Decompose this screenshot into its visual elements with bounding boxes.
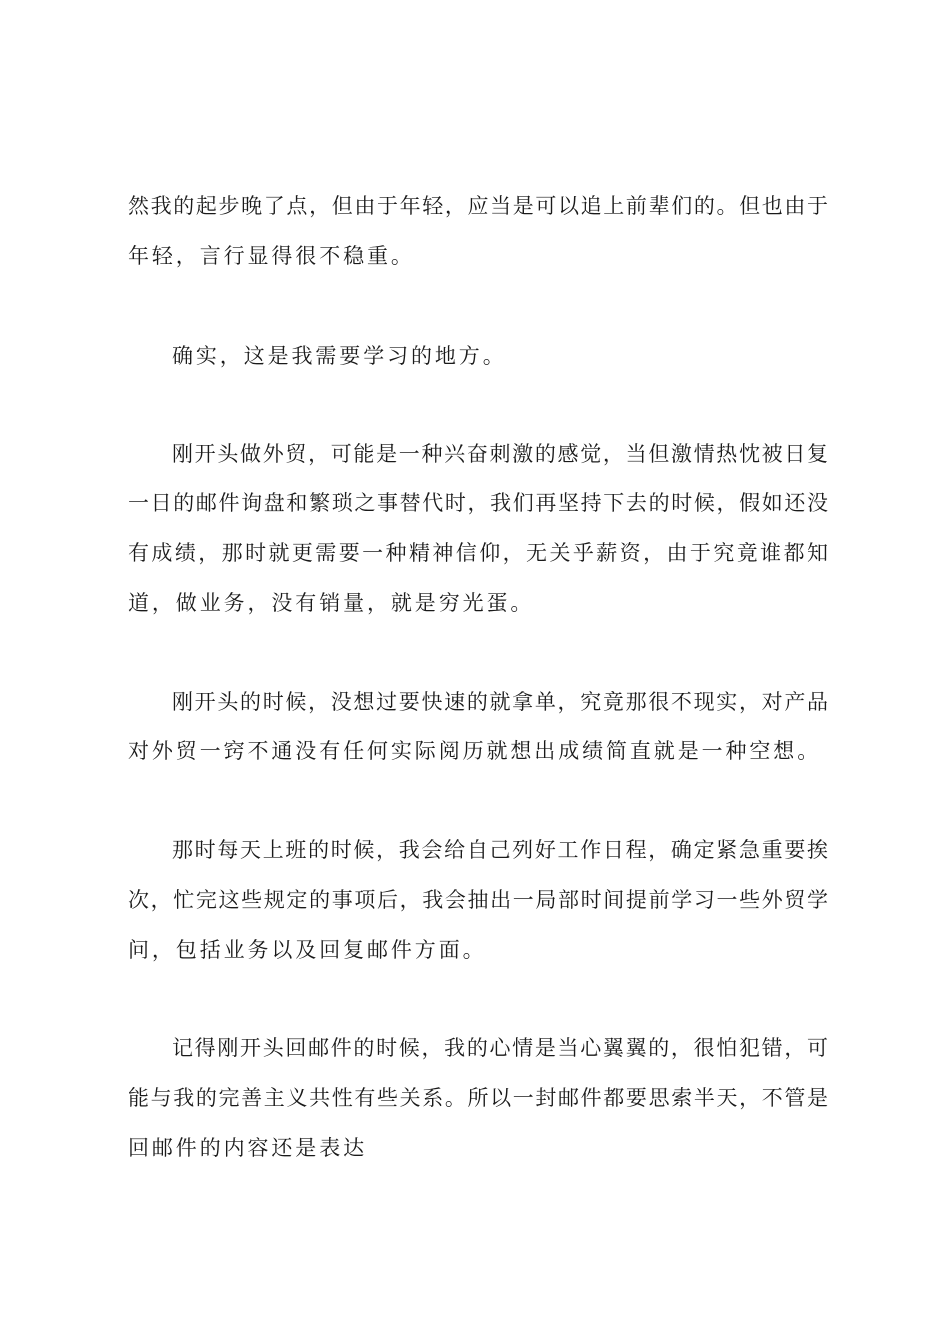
text-line: 一日的邮件询盘和繁琐之事替代时，我们再坚持下去的时候，假如还没: [128, 491, 828, 515]
text-line: 然我的起步晚了点，但由于年轻，应当是可以追上前辈们的。但也由于: [128, 194, 828, 218]
text-line: 道，做业务，没有销量，就是穷光蛋。: [128, 591, 535, 615]
text-line: 刚开头的时候，没想过要快速的就拿单，究竟那很不现实，对产品: [172, 690, 828, 714]
text-line: 那时每天上班的时候，我会给自己列好工作日程，确定紧急重要挨: [172, 838, 828, 862]
text-line: 次，忙完这些规定的事项后，我会抽出一局部时间提前学习一些外贸学: [128, 888, 828, 912]
text-line: 能与我的完善主义共性有些关系。所以一封邮件都要思索半天，不管是: [128, 1086, 828, 1110]
text-line: 记得刚开头回邮件的时候，我的心情是当心翼翼的，很怕犯错，可: [172, 1036, 828, 1060]
text-line: 对外贸一窍不通没有任何实际阅历就想出成绩简直就是一种空想。: [128, 739, 822, 763]
text-line: 有成绩，那时就更需要一种精神信仰，无关乎薪资，由于究竟谁都知: [128, 541, 828, 565]
text-line: 确实，这是我需要学习的地方。: [172, 344, 507, 368]
text-line: 问，包括业务以及回复邮件方面。: [128, 938, 487, 962]
text-line: 刚开头做外贸，可能是一种兴奋刺激的感觉，当但激情热忱被日复: [172, 442, 828, 466]
text-line: 年轻，言行显得很不稳重。: [128, 244, 415, 268]
text-line: 回邮件的内容还是表达: [128, 1136, 367, 1160]
